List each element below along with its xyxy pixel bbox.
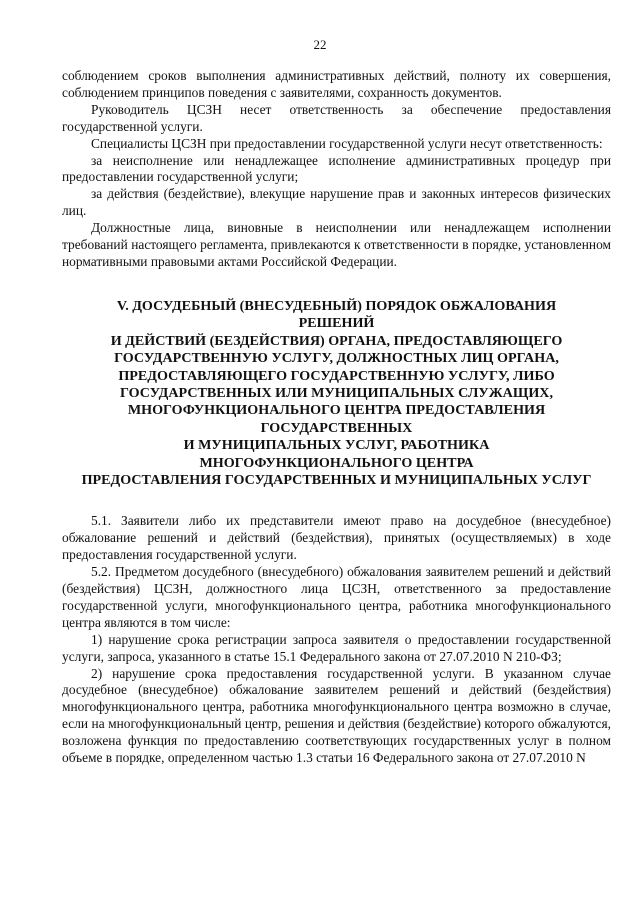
paragraph: за неисполнение или ненадлежащее исполнение административных процедур при предоставлении государственной услуги; bbox=[62, 152, 611, 185]
paragraph: соблюдением сроков выполнения административных действий, полноту их совершения, соблюдением принципов поведения с заявителями, сохранность документов. bbox=[62, 68, 611, 100]
page-number: 22 bbox=[313, 37, 327, 52]
paragraph: Специалисты ЦСЗН при предоставлении государственной услуги несут ответственность: bbox=[91, 135, 603, 151]
section-title-line: ПРЕДОСТАВЛЕНИЯ ГОСУДАРСТВЕННЫХ И МУНИЦИПАЛЬНЫХ УСЛУГ bbox=[81, 471, 592, 488]
section-title-line: V. ДОСУДЕБНЫЙ (ВНЕСУДЕБНЫЙ) ПОРЯДОК ОБЖАЛОВАНИЯ bbox=[116, 297, 557, 314]
paragraph: 5.2. Предметом досудебного (внесудебного) обжалования заявителем решений и действий (бездействия) ЦСЗН, должностного лица ЦСЗН, ответственного за предоставление государственной услуги, многофункционального центра, работника многофункционального центра являются в том числе: bbox=[62, 564, 611, 630]
paragraph: 2) нарушение срока предоставления государственной услуги. В указанном случае досудебное (внесудебное) обжалование заявителем решений и действий (бездействия) многофункционального центра, работника многофункционального центра возможно в случае, если на многофункциональный центр, решения и действия (бездействие) которого обжалуются, возложена функция по предоставлению соответствующих государственных услуг в полном объеме в порядке, определенном частью 1.3 статьи 16 Федерального закона от 27.07.2010 N bbox=[62, 665, 611, 766]
section-title-line: ГОСУДАРСТВЕННЫХ ИЛИ МУНИЦИПАЛЬНЫХ СЛУЖАЩИХ, bbox=[120, 384, 553, 401]
paragraph: 5.1. Заявители либо их представители имеют право на досудебное (внесудебное) обжалование решений и действий (бездействия), принятых (осуществляемых) в ходе предоставления государственной услуги. bbox=[62, 513, 611, 563]
section-title-line: И МУНИЦИПАЛЬНЫХ УСЛУГ, РАБОТНИКА bbox=[183, 437, 490, 454]
paragraph: Должностные лица, виновные в неисполнении или ненадлежащем исполнении требований настоящего регламента, привлекаются к ответственности в порядке, установленном нормативными правовыми актами Российской Федерации. bbox=[62, 220, 611, 269]
section-title bbox=[62, 298, 611, 489]
section-title-line: МНОГОФУНКЦИОНАЛЬНОГО ЦЕНТРА bbox=[199, 454, 474, 471]
paragraph: Руководитель ЦСЗН несет ответственность за обеспечение предоставления государственной услуги. bbox=[62, 101, 611, 134]
section-title-line: МНОГОФУНКЦИОНАЛЬНОГО ЦЕНТРА ПРЕДОСТАВЛЕНИЯ bbox=[127, 402, 546, 419]
section-title-line: РЕШЕНИЙ bbox=[298, 315, 375, 332]
paragraph: за действия (бездействие), влекущие нарушение прав и законных интересов физических лиц. bbox=[62, 186, 611, 219]
paragraph: 1) нарушение срока регистрации запроса заявителя о предоставлении государственной услуги, запроса, указанного в статье 15.1 Федерального закона от 27.07.2010 N 210-ФЗ; bbox=[62, 631, 611, 664]
section-title-line: ГОСУДАРСТВЕННУЮ УСЛУГУ, ДОЛЖНОСТНЫХ ЛИЦ ОРГАНА, bbox=[114, 350, 559, 367]
section-title-line: ГОСУДАРСТВЕННЫХ bbox=[260, 419, 413, 436]
page-content bbox=[62, 68, 611, 767]
section-title-line: И ДЕЙСТВИЙ (БЕЗДЕЙСТВИЯ) ОРГАНА, ПРЕДОСТАВЛЯЮЩЕГО bbox=[110, 332, 563, 349]
section-title-line: ПРЕДОСТАВЛЯЮЩЕГО ГОСУДАРСТВЕННУЮ УСЛУГУ, ЛИБО bbox=[118, 367, 555, 384]
